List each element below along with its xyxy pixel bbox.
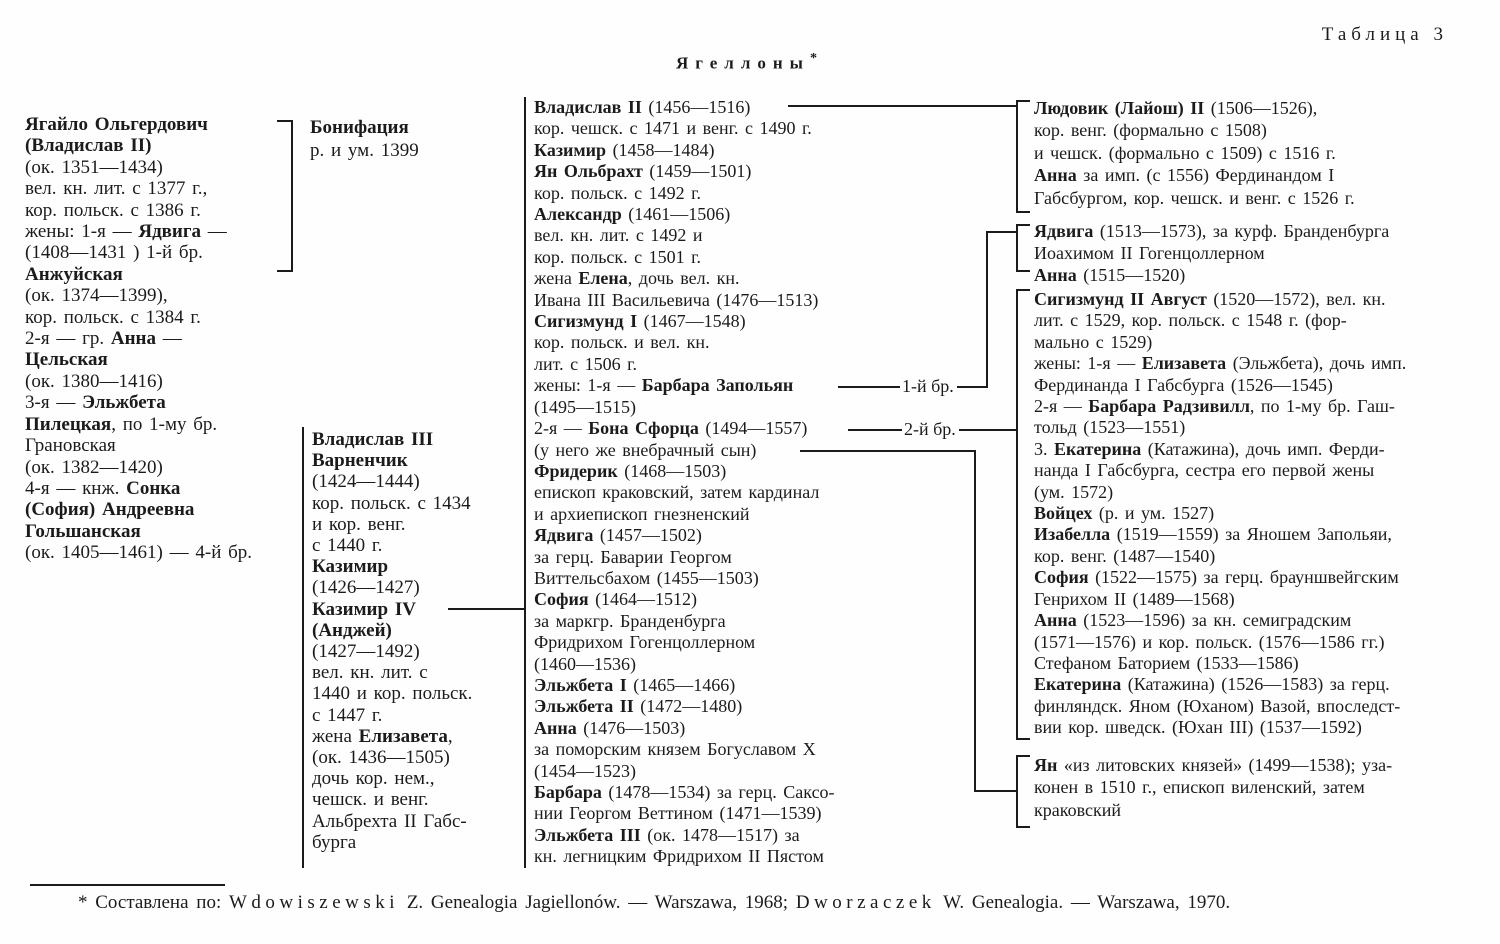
connector-vladislav2-children (788, 105, 1016, 107)
text-line: (ум. 1572) (1034, 481, 1114, 502)
text-line: вел. кн. лит. с (312, 662, 428, 684)
genealogy-block-ludovik (1034, 97, 1474, 209)
bracket-yan-tick-bottom (1016, 826, 1030, 828)
text-line: Анна за имп. (с 1556) Фердинандом I (1034, 165, 1335, 186)
text-line: (1426—1427) (312, 577, 420, 599)
text-line: епископ краковский, затем кардинал (534, 482, 820, 503)
connector-illegitimate-son-bottom (974, 790, 1016, 792)
text-line: и чешск. (формально с 1509) с 1516 г. (1034, 142, 1336, 163)
text-line: жена Елизавета, (312, 725, 453, 747)
text-line: (1427—1492) (312, 641, 420, 663)
genealogy-block-jagiello (25, 114, 290, 564)
text-line: бурга (312, 831, 357, 853)
text-line: Пилецкая, по 1-му бр. (25, 413, 218, 435)
footnote-author-dworzaczek: Dworzaczek (795, 892, 936, 913)
text-line: Войцех (р. и ум. 1527) (1034, 503, 1215, 524)
text-line: (1424—1444) (312, 471, 420, 493)
text-line: кор. польск. с 1492 г. (534, 182, 701, 203)
text-line: (ок. 1436—1505) (312, 747, 450, 769)
text-line: (Владислав II) (25, 135, 152, 157)
text-line: Казимир IV (312, 598, 416, 620)
connector-kazimir4-children (448, 608, 525, 610)
text-line: 2-я — гр. Анна — (25, 328, 182, 350)
connector-illegitimate-son-top (800, 450, 976, 452)
text-line: кор. польск. с 1434 (312, 492, 471, 514)
text-line: Генрихом II (1489—1568) (1034, 588, 1235, 609)
text-line: кн. легницким Фридрихом II Пястом (534, 846, 824, 867)
bracket-sigismund2-tick-bottom (1016, 738, 1030, 740)
text-line: Бонифация (310, 117, 409, 138)
connector-first-marriage-right (957, 386, 988, 388)
footnote (78, 892, 1230, 914)
text-line: нанда I Габсбурга, сестра его первой жены (1034, 460, 1375, 481)
text-line: жены: 1-я — Ядвига — (25, 221, 227, 243)
text-line: Анна (1523—1596) за кн. семиградским (1034, 610, 1352, 631)
text-line: София (1464—1512) (534, 589, 698, 610)
table-number-label: Таблица 3 (1321, 24, 1448, 45)
text-line: 3. Екатерина (Катажина), дочь имп. Ферди- (1034, 438, 1385, 459)
connector-first-marriage-vertical (986, 231, 988, 388)
text-line: 4-я — кнж. Сонка (25, 477, 181, 499)
text-line: Фердинанда I Габсбурга (1526—1545) (1034, 374, 1333, 395)
text-line: Виттельсбахом (1455—1503) (534, 567, 759, 588)
connector-first-marriage-left (838, 386, 900, 388)
text-line: и кор. венг. (312, 513, 406, 535)
text-line: нии Георгом Веттином (1471—1539) (534, 803, 822, 824)
footnote-prefix: * Составлена по: (78, 892, 229, 913)
text-line: финляндск. Яном (Юханом) Вазой, впоследст- (1034, 695, 1401, 716)
text-line: (1495—1515) (534, 396, 636, 417)
genealogy-block-bonifacia (310, 116, 510, 162)
text-line: Иоахимом II Гогенцоллерном (1034, 243, 1265, 263)
text-line: (у него же внебрачный сын) (534, 439, 757, 460)
text-line: (1454—1523) (534, 760, 636, 781)
text-line: Александр (1461—1506) (534, 204, 731, 225)
text-line: Сигизмунд I (1467—1548) (534, 311, 746, 332)
text-line: Казимир (1458—1484) (534, 139, 715, 160)
bracket-sigismund2-tick-top (1016, 289, 1030, 291)
text-line: кор. польск. с 1384 г. (25, 306, 201, 328)
genealogy-block-yan (1034, 754, 1474, 821)
bracket-yadviga-anna-vertical (1016, 224, 1018, 272)
text-line: Ян Ольбрахт (1459—1501) (534, 161, 752, 182)
genealogy-block-vladislav3-kazimir4 (312, 429, 522, 853)
bracket-first-marriage-tick-bottom (277, 270, 293, 272)
page-title-text: Ягеллоны (675, 53, 810, 73)
connector-second-marriage-right (959, 429, 1016, 431)
text-line: кор. венг. (формально с 1508) (1034, 120, 1267, 141)
text-line: Грановская (25, 435, 116, 457)
connector-second-marriage-left (848, 429, 902, 431)
footnote-author-wdowiszewski: Wdowiszewski (228, 892, 400, 913)
text-line: и архиепископ гнезненский (534, 503, 750, 524)
text-line: Людовик (Лайош) II (1506—1526), (1034, 98, 1318, 118)
text-line: жены: 1-я — Барбара Запольян (534, 375, 794, 396)
text-line: (ок. 1382—1420) (25, 456, 163, 478)
text-line: (ок. 1351—1434) (25, 156, 163, 178)
text-line: лит. с 1529, кор. польск. с 1548 г. (фор- (1034, 310, 1347, 331)
text-line: Альбрехта II Габс- (312, 810, 467, 832)
text-line: Казимир (312, 556, 389, 578)
text-line: Фридрихом Гогенцоллерном (534, 632, 756, 653)
text-line: Екатерина (Катажина) (1526—1583) за герц. (1034, 674, 1390, 695)
bracket-sigismund2-vertical (1016, 289, 1018, 740)
text-line: Фридерик (1468—1503) (534, 460, 727, 481)
text-line: Ядвига (1513—1573), за курф. Бранденбурга (1034, 221, 1390, 241)
text-line: Стефаном Баторием (1533—1586) (1034, 652, 1299, 673)
footnote-citation-1: Z. Genealogia Jagiellonów. — Warszawa, 1968; (399, 892, 796, 913)
text-line: Ивана III Васильевича (1476—1513) (534, 289, 819, 310)
footnote-citation-2: W. Genealogia. — Warszawa, 1970. (935, 892, 1231, 913)
text-line: р. и ум. 1399 (310, 140, 419, 161)
text-line: 1440 и кор. польск. (312, 683, 473, 705)
text-line: Анна (1515—1520) (1034, 265, 1186, 285)
bracket-ludovik-vertical (1016, 100, 1018, 213)
text-line: вии кор. шведск. (Юхан III) (1537—1592) (1034, 717, 1362, 738)
text-line: вел. кн. лит. с 1492 и (534, 225, 703, 246)
text-line: кор. польск. и вел. кн. (534, 332, 710, 353)
text-line: Гольшанская (25, 520, 141, 542)
text-line: Варненчик (312, 450, 408, 472)
text-line: Цельская (25, 349, 108, 371)
marriage-label-second: 2-й бр. (904, 419, 956, 439)
text-line: с 1440 г. (312, 535, 383, 557)
marriage-label-first: 1-й бр. (902, 376, 954, 396)
text-line: кор. венг. (1487—1540) (1034, 545, 1216, 566)
descent-rule-kazimir4-children (524, 97, 526, 868)
bracket-yadviga-anna-tick-bottom (1016, 270, 1030, 272)
text-line: за поморским князем Богуславом X (534, 739, 816, 760)
text-line: Эльжбета I (1465—1466) (534, 674, 736, 695)
connector-illegitimate-son-vertical (974, 450, 976, 792)
text-line: жена Елена, дочь вел. кн. (534, 268, 740, 289)
text-line: Анна (1476—1503) (534, 717, 686, 738)
footnote-separator-rule (30, 884, 225, 886)
text-line: Ягайло Ольгердович (25, 114, 208, 135)
text-line: Ядвига (1457—1502) (534, 525, 702, 546)
text-line: жены: 1-я — Елизавета (Эльжбета), дочь имп. (1034, 353, 1407, 374)
text-line: 2-я — Бона Сфорца (1494—1557) (534, 418, 808, 439)
text-line: кор. польск. с 1501 г. (534, 246, 701, 267)
text-line: (1571—1576) и кор. польск. (1576—1586 гг.) (1034, 631, 1385, 652)
text-line: за маркгр. Бранденбурга (534, 610, 726, 631)
text-line: Габсбургом, кор. чешск. и венг. с 1526 г. (1034, 187, 1355, 208)
text-line: (ок. 1380—1416) (25, 370, 163, 392)
text-line: краковский (1034, 799, 1121, 820)
text-line: конен в 1510 г., епископ виленский, затем (1034, 777, 1365, 798)
text-line: 3-я — Эльжбета (25, 392, 166, 414)
bracket-yan-vertical (1016, 755, 1018, 828)
text-line: Ян «из литовских князей» (1499—1538); уза- (1034, 755, 1393, 775)
text-line: тольд (1523—1551) (1034, 417, 1186, 438)
text-line: Изабелла (1519—1559) за Яношем Запольяи, (1034, 524, 1392, 545)
text-line: Барбара (1478—1534) за герц. Саксо- (534, 782, 835, 802)
text-line: Эльжбета III (ок. 1478—1517) за (534, 824, 800, 845)
bracket-ludovik-tick-top (1016, 100, 1030, 102)
text-line: с 1447 г. (312, 704, 383, 726)
text-line: (1460—1536) (534, 653, 636, 674)
page-title (600, 50, 900, 74)
text-line: (ок. 1405—1461) — 4-й бр. (25, 542, 253, 564)
connector-first-marriage-top (986, 231, 1016, 233)
text-line: дочь кор. нем., (312, 768, 435, 790)
bracket-ludovik-tick-bottom (1016, 211, 1030, 213)
text-line: за герц. Баварии Георгом (534, 546, 732, 567)
bracket-first-marriage-tick-top (277, 120, 293, 122)
text-line: кор. чешск. с 1471 и венг. с 1490 г. (534, 118, 812, 139)
text-line: 2-я — Барбара Радзивилл, по 1-му бр. Гаш- (1034, 396, 1395, 417)
text-line: (София) Андреевна (25, 499, 195, 521)
text-line: (1408—1431 ) 1-й бр. (25, 242, 203, 264)
genealogy-block-yadviga-anna (1034, 220, 1474, 286)
text-line: вел. кн. лит. с 1377 г., (25, 178, 208, 200)
text-line: (ок. 1374—1399), (25, 285, 168, 307)
text-line: мально с 1529) (1034, 331, 1153, 352)
bracket-first-marriage-vertical (291, 120, 293, 272)
title-footnote-marker: * (809, 50, 825, 66)
text-line: Сигизмунд II Август (1520—1572), вел. кн. (1034, 289, 1386, 309)
text-line: Эльжбета II (1472—1480) (534, 696, 743, 717)
text-line: чешск. и венг. (312, 789, 429, 811)
text-line: Владислав III (312, 429, 434, 450)
text-line: Анжуйская (25, 263, 123, 285)
bracket-yan-tick-top (1016, 755, 1030, 757)
text-line: кор. польск. с 1386 г. (25, 199, 201, 221)
genealogy-block-sigismund2 (1034, 289, 1479, 739)
descent-rule-fourth-marriage (302, 427, 304, 868)
text-line: София (1522—1575) за герц. брауншвейгским (1034, 567, 1399, 588)
text-line: (Анджей) (312, 619, 392, 641)
text-line: лит. с 1506 г. (534, 353, 637, 374)
text-line: Владислав II (1456—1516) (534, 97, 751, 117)
bracket-yadviga-anna-tick-top (1016, 224, 1030, 226)
genealogy-block-kazimir4-children (534, 97, 904, 868)
